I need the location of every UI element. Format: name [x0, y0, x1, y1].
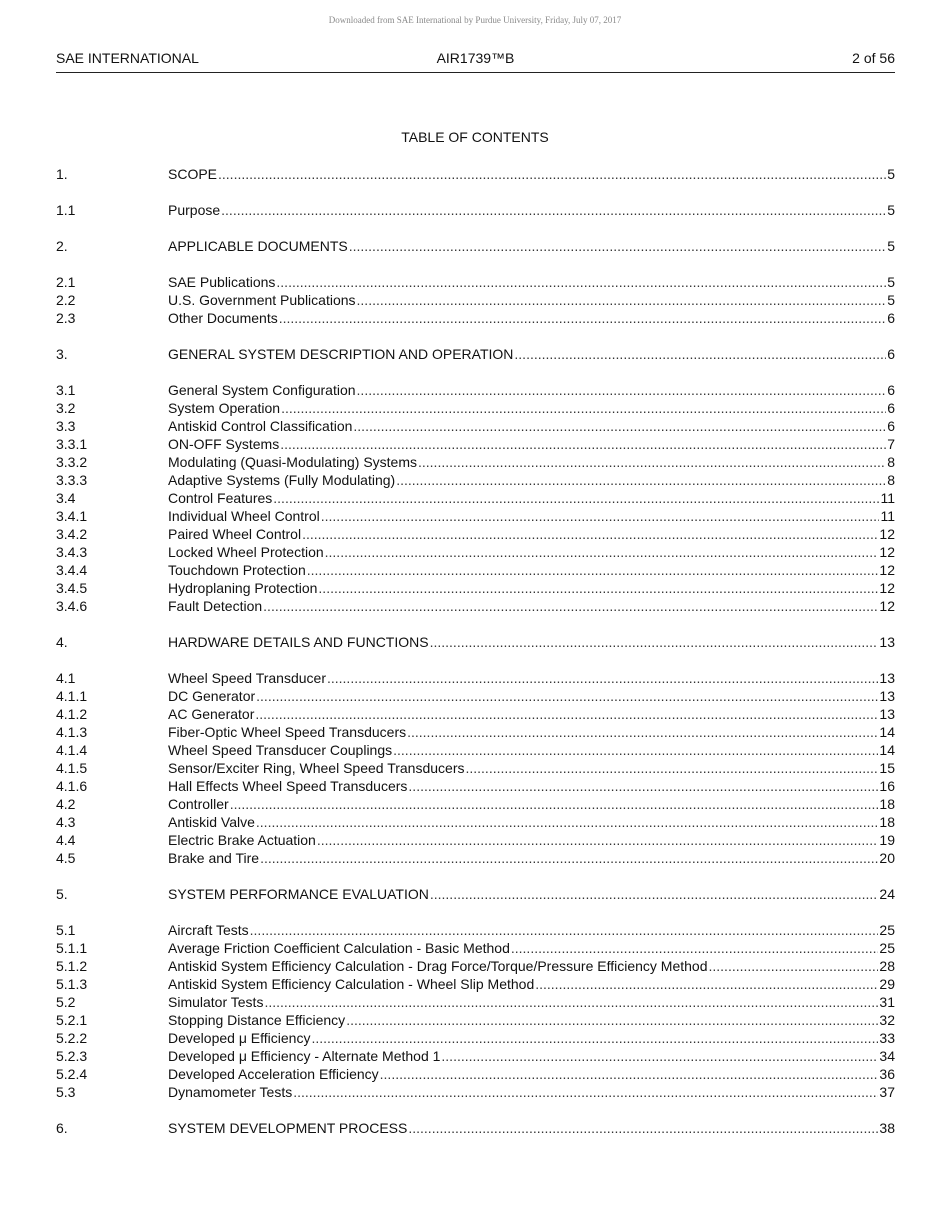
toc-entry-title: Purpose	[168, 202, 221, 218]
toc-entry[interactable]	[56, 381, 895, 399]
toc-entry-number: 4.1	[56, 670, 76, 686]
toc-dot-leader	[353, 417, 886, 435]
toc-dot-leader	[311, 1029, 878, 1047]
toc-dot-leader	[250, 921, 879, 939]
toc-entry[interactable]	[56, 435, 895, 453]
toc-entry[interactable]	[56, 507, 895, 525]
toc-entry-number: 5.2.2	[56, 1030, 88, 1046]
toc-entry-title: Locked Wheel Protection	[168, 544, 324, 560]
toc-dot-leader	[346, 1011, 878, 1029]
toc-dot-leader	[279, 309, 886, 327]
toc-entry-number: 3.2	[56, 400, 76, 416]
toc-entry[interactable]	[56, 165, 895, 183]
toc-entry-title: Dynamometer Tests	[168, 1084, 293, 1100]
toc-entry-page: 28	[879, 958, 895, 974]
toc-entry-page: 6	[887, 346, 895, 362]
toc-entry-title: Touchdown Protection	[168, 562, 306, 578]
toc-dot-leader	[465, 759, 878, 777]
toc-entry[interactable]	[56, 687, 895, 705]
toc-entry[interactable]	[56, 993, 895, 1011]
toc-entry-title: Stopping Distance Efficiency	[168, 1012, 346, 1028]
toc-entry-title: ON-OFF Systems	[168, 436, 280, 452]
toc-entry-page: 20	[879, 850, 895, 866]
toc-entry-title: Aircraft Tests	[168, 922, 249, 938]
toc-dot-leader	[230, 795, 879, 813]
toc-entry-number: 5.1.3	[56, 976, 88, 992]
toc-entry-page: 18	[879, 814, 895, 830]
toc-entry-title: Developed μ Efficiency	[168, 1030, 311, 1046]
toc-entry-page: 11	[880, 508, 895, 524]
toc-entry-title: Electric Brake Actuation	[168, 832, 316, 848]
toc-entry-title: Adaptive Systems (Fully Modulating)	[168, 472, 396, 488]
toc-entry-page: 19	[879, 832, 895, 848]
toc-entry-title: DC Generator	[168, 688, 256, 704]
toc-entry-title: Simulator Tests	[168, 994, 264, 1010]
toc-dot-leader	[430, 885, 879, 903]
toc-entry[interactable]	[56, 453, 895, 471]
toc-entry-title: Individual Wheel Control	[168, 508, 320, 524]
toc-entry-page: 15	[879, 760, 895, 776]
toc-entry-number: 5.	[56, 886, 68, 902]
toc-entry-number: 4.3	[56, 814, 76, 830]
toc-dot-leader	[514, 345, 886, 363]
toc-entry-number: 2.	[56, 238, 68, 254]
toc-dot-leader	[281, 399, 886, 417]
toc-entry[interactable]	[56, 759, 895, 777]
toc-entry-title: Controller	[168, 796, 229, 812]
toc-dot-leader	[280, 435, 886, 453]
toc-entry-title: Paired Wheel Control	[168, 526, 302, 542]
toc-entry-page: 12	[879, 544, 895, 560]
toc-entry-number: 3.4	[56, 490, 76, 506]
toc-entry-title: SAE Publications	[168, 274, 276, 290]
toc-entry-page: 6	[887, 418, 895, 434]
toc-dot-leader	[273, 489, 879, 507]
toc-entry[interactable]	[56, 1065, 895, 1083]
toc-dot-leader	[221, 201, 886, 219]
toc-entry-title: SYSTEM PERFORMANCE EVALUATION	[168, 886, 429, 902]
toc-entry-number: 4.1.2	[56, 706, 88, 722]
toc-entry-number: 4.	[56, 634, 68, 650]
toc-entry-page: 5	[887, 202, 895, 218]
toc-entry-number: 2.3	[56, 310, 76, 326]
toc-entry-number: 1.1	[56, 202, 76, 218]
toc-entry-title: APPLICABLE DOCUMENTS	[168, 238, 348, 254]
toc-entry[interactable]	[56, 633, 895, 651]
toc-entry-title: Control Features	[168, 490, 273, 506]
toc-entry[interactable]	[56, 957, 895, 975]
toc-entry[interactable]	[56, 885, 895, 903]
toc-dot-leader	[264, 993, 878, 1011]
toc-entry-number: 4.4	[56, 832, 76, 848]
table-of-contents	[56, 165, 895, 1137]
toc-dot-leader	[302, 525, 878, 543]
page-number: 2 of 56	[852, 50, 895, 66]
toc-entry-page: 5	[887, 166, 895, 182]
toc-dot-leader	[535, 975, 878, 993]
toc-entry-page: 13	[879, 706, 895, 722]
toc-entry[interactable]	[56, 813, 895, 831]
toc-entry-number: 3.1	[56, 382, 76, 398]
toc-entry-title: U.S. Government Publications	[168, 292, 356, 308]
toc-entry-title: Fiber-Optic Wheel Speed Transducers	[168, 724, 407, 740]
toc-entry-page: 25	[879, 940, 895, 956]
toc-dot-leader	[407, 723, 878, 741]
toc-entry-number: 3.3.2	[56, 454, 88, 470]
toc-dot-leader	[218, 165, 886, 183]
toc-entry[interactable]	[56, 741, 895, 759]
toc-entry-page: 13	[879, 634, 895, 650]
toc-entry[interactable]	[56, 849, 895, 867]
toc-entry-page: 36	[879, 1066, 895, 1082]
toc-entry-title: Developed Acceleration Efficiency	[168, 1066, 379, 1082]
toc-dot-leader	[380, 1065, 879, 1083]
toc-entry-number: 4.1.5	[56, 760, 88, 776]
toc-entry-number: 2.1	[56, 274, 76, 290]
toc-entry-page: 12	[879, 598, 895, 614]
toc-entry-number: 5.1	[56, 922, 76, 938]
toc-dot-leader	[307, 561, 879, 579]
toc-entry-number: 5.1.1	[56, 940, 88, 956]
toc-entry[interactable]	[56, 543, 895, 561]
toc-entry-page: 29	[879, 976, 895, 992]
toc-entry-number: 5.2	[56, 994, 76, 1010]
toc-entry-title: Wheel Speed Transducer Couplings	[168, 742, 393, 758]
toc-entry-title: Brake and Tire	[168, 850, 260, 866]
toc-entry[interactable]	[56, 597, 895, 615]
toc-entry[interactable]	[56, 1119, 895, 1137]
toc-entry[interactable]	[56, 795, 895, 813]
toc-entry-number: 4.5	[56, 850, 76, 866]
toc-entry-page: 37	[879, 1084, 895, 1100]
toc-dot-leader	[276, 273, 886, 291]
toc-entry-page: 14	[879, 724, 895, 740]
toc-entry-page: 12	[879, 526, 895, 542]
toc-entry-page: 25	[879, 922, 895, 938]
toc-entry[interactable]	[56, 273, 895, 291]
toc-entry-title: System Operation	[168, 400, 281, 416]
toc-dot-leader	[430, 633, 879, 651]
toc-entry[interactable]	[56, 345, 895, 363]
page-header	[56, 50, 895, 73]
toc-entry-page: 12	[879, 562, 895, 578]
toc-entry[interactable]	[56, 669, 895, 687]
toc-entry-number: 3.3.3	[56, 472, 88, 488]
toc-entry[interactable]	[56, 417, 895, 435]
toc-entry-title: Developed μ Efficiency - Alternate Method 1	[168, 1048, 441, 1064]
toc-entry-page: 13	[879, 670, 895, 686]
toc-dot-leader	[325, 543, 879, 561]
toc-entry-title: Antiskid Control Classification	[168, 418, 353, 434]
toc-dot-leader	[396, 471, 886, 489]
toc-dot-leader	[408, 1119, 878, 1137]
toc-entry-number: 4.1.4	[56, 742, 88, 758]
toc-dot-leader	[357, 381, 887, 399]
toc-entry-page: 8	[887, 454, 895, 470]
toc-entry-title: Hall Effects Wheel Speed Transducers	[168, 778, 408, 794]
toc-entry-number: 3.	[56, 346, 68, 362]
toc-entry-page: 7	[887, 436, 895, 452]
toc-entry[interactable]	[56, 723, 895, 741]
toc-entry-title: Modulating (Quasi-Modulating) Systems	[168, 454, 417, 470]
toc-entry-title: General System Configuration	[168, 382, 356, 398]
toc-dot-leader	[260, 849, 878, 867]
toc-dot-leader	[317, 831, 879, 849]
toc-entry-number: 6.	[56, 1120, 68, 1136]
toc-entry-page: 5	[887, 238, 895, 254]
toc-entry-page: 33	[879, 1030, 895, 1046]
toc-entry-title: Other Documents	[168, 310, 278, 326]
toc-entry-title: Antiskid Valve	[168, 814, 255, 830]
toc-entry-page: 34	[879, 1048, 895, 1064]
toc-entry-title: Sensor/Exciter Ring, Wheel Speed Transducers	[168, 760, 465, 776]
toc-entry-number: 3.4.3	[56, 544, 88, 560]
toc-entry-title: Antiskid System Efficiency Calculation - Drag Force/Torque/Pressure Efficiency Method	[168, 958, 708, 974]
toc-entry-number: 5.1.2	[56, 958, 88, 974]
toc-entry-number: 1.	[56, 166, 68, 182]
toc-entry[interactable]	[56, 201, 895, 219]
toc-entry-number: 3.4.4	[56, 562, 88, 578]
toc-entry[interactable]	[56, 705, 895, 723]
document-number: AIR1739™B	[436, 50, 515, 66]
toc-entry[interactable]	[56, 291, 895, 309]
toc-dot-leader	[318, 579, 878, 597]
toc-entry-page: 16	[879, 778, 895, 794]
toc-entry[interactable]	[56, 939, 895, 957]
toc-entry-title: Hydroplaning Protection	[168, 580, 318, 596]
toc-dot-leader	[357, 291, 887, 309]
toc-entry[interactable]	[56, 831, 895, 849]
toc-entry-page: 8	[887, 472, 895, 488]
toc-entry-page: 32	[879, 1012, 895, 1028]
toc-entry[interactable]	[56, 399, 895, 417]
toc-dot-leader	[393, 741, 878, 759]
toc-dot-leader	[327, 669, 878, 687]
toc-entry-page: 11	[880, 490, 895, 506]
toc-entry[interactable]	[56, 1083, 895, 1101]
toc-entry[interactable]	[56, 561, 895, 579]
toc-entry-page: 13	[879, 688, 895, 704]
toc-entry[interactable]	[56, 975, 895, 993]
toc-dot-leader	[263, 597, 878, 615]
toc-entry[interactable]	[56, 579, 895, 597]
toc-entry-page: 5	[887, 292, 895, 308]
toc-entry-number: 3.3.1	[56, 436, 88, 452]
toc-entry-page: 31	[879, 994, 895, 1010]
toc-entry[interactable]	[56, 471, 895, 489]
toc-entry-number: 4.2	[56, 796, 76, 812]
toc-entry-page: 5	[887, 274, 895, 290]
toc-entry-number: 2.2	[56, 292, 76, 308]
toc-entry-number: 4.1.6	[56, 778, 88, 794]
toc-entry[interactable]	[56, 1029, 895, 1047]
toc-entry-title: HARDWARE DETAILS AND FUNCTIONS	[168, 634, 429, 650]
toc-entry-number: 3.4.1	[56, 508, 88, 524]
toc-entry-number: 5.3	[56, 1084, 76, 1100]
toc-entry-page: 14	[879, 742, 895, 758]
toc-entry-number: 3.4.6	[56, 598, 88, 614]
toc-entry-number: 3.4.2	[56, 526, 88, 542]
toc-entry-page: 6	[887, 382, 895, 398]
toc-entry[interactable]	[56, 237, 895, 255]
toc-dot-leader	[418, 453, 886, 471]
toc-entry-number: 5.2.1	[56, 1012, 88, 1028]
toc-entry-title: Fault Detection	[168, 598, 263, 614]
toc-entry-number: 5.2.4	[56, 1066, 88, 1082]
toc-entry[interactable]	[56, 1011, 895, 1029]
toc-entry-number: 4.1.3	[56, 724, 88, 740]
toc-entry-number: 3.3	[56, 418, 76, 434]
toc-heading: TABLE OF CONTENTS	[401, 129, 549, 145]
toc-entry-page: 38	[879, 1120, 895, 1136]
toc-entry[interactable]	[56, 489, 895, 507]
toc-entry-page: 6	[887, 310, 895, 326]
toc-entry-title: Antiskid System Efficiency Calculation - Wheel Slip Method	[168, 976, 535, 992]
toc-dot-leader	[349, 237, 886, 255]
toc-dot-leader	[511, 939, 879, 957]
toc-dot-leader	[256, 813, 879, 831]
toc-dot-leader	[441, 1047, 878, 1065]
toc-entry-page: 24	[879, 886, 895, 902]
toc-entry-number: 3.4.5	[56, 580, 88, 596]
toc-entry-page: 18	[879, 796, 895, 812]
toc-entry-page: 12	[879, 580, 895, 596]
toc-entry-title: SCOPE	[168, 166, 218, 182]
toc-dot-leader	[709, 957, 879, 975]
toc-dot-leader	[408, 777, 878, 795]
toc-entry[interactable]	[56, 1047, 895, 1065]
toc-dot-leader	[256, 687, 878, 705]
toc-entry[interactable]	[56, 309, 895, 327]
toc-entry-title: GENERAL SYSTEM DESCRIPTION AND OPERATION	[168, 346, 514, 362]
toc-entry-number: 5.2.3	[56, 1048, 88, 1064]
toc-entry[interactable]	[56, 525, 895, 543]
toc-entry-number: 4.1.1	[56, 688, 88, 704]
toc-dot-leader	[255, 705, 878, 723]
toc-entry-title: SYSTEM DEVELOPMENT PROCESS	[168, 1120, 408, 1136]
toc-entry[interactable]	[56, 777, 895, 795]
toc-entry-title: Average Friction Coefficient Calculation - Basic Method	[168, 940, 510, 956]
toc-entry[interactable]	[56, 921, 895, 939]
toc-dot-leader	[293, 1083, 878, 1101]
toc-entry-title: AC Generator	[168, 706, 255, 722]
toc-dot-leader	[321, 507, 880, 525]
publisher-name: SAE INTERNATIONAL	[56, 50, 199, 66]
download-watermark: Downloaded from SAE International by Purdue University, Friday, July 07, 2017	[328, 15, 622, 25]
toc-entry-title: Wheel Speed Transducer	[168, 670, 326, 686]
toc-entry-page: 6	[887, 400, 895, 416]
